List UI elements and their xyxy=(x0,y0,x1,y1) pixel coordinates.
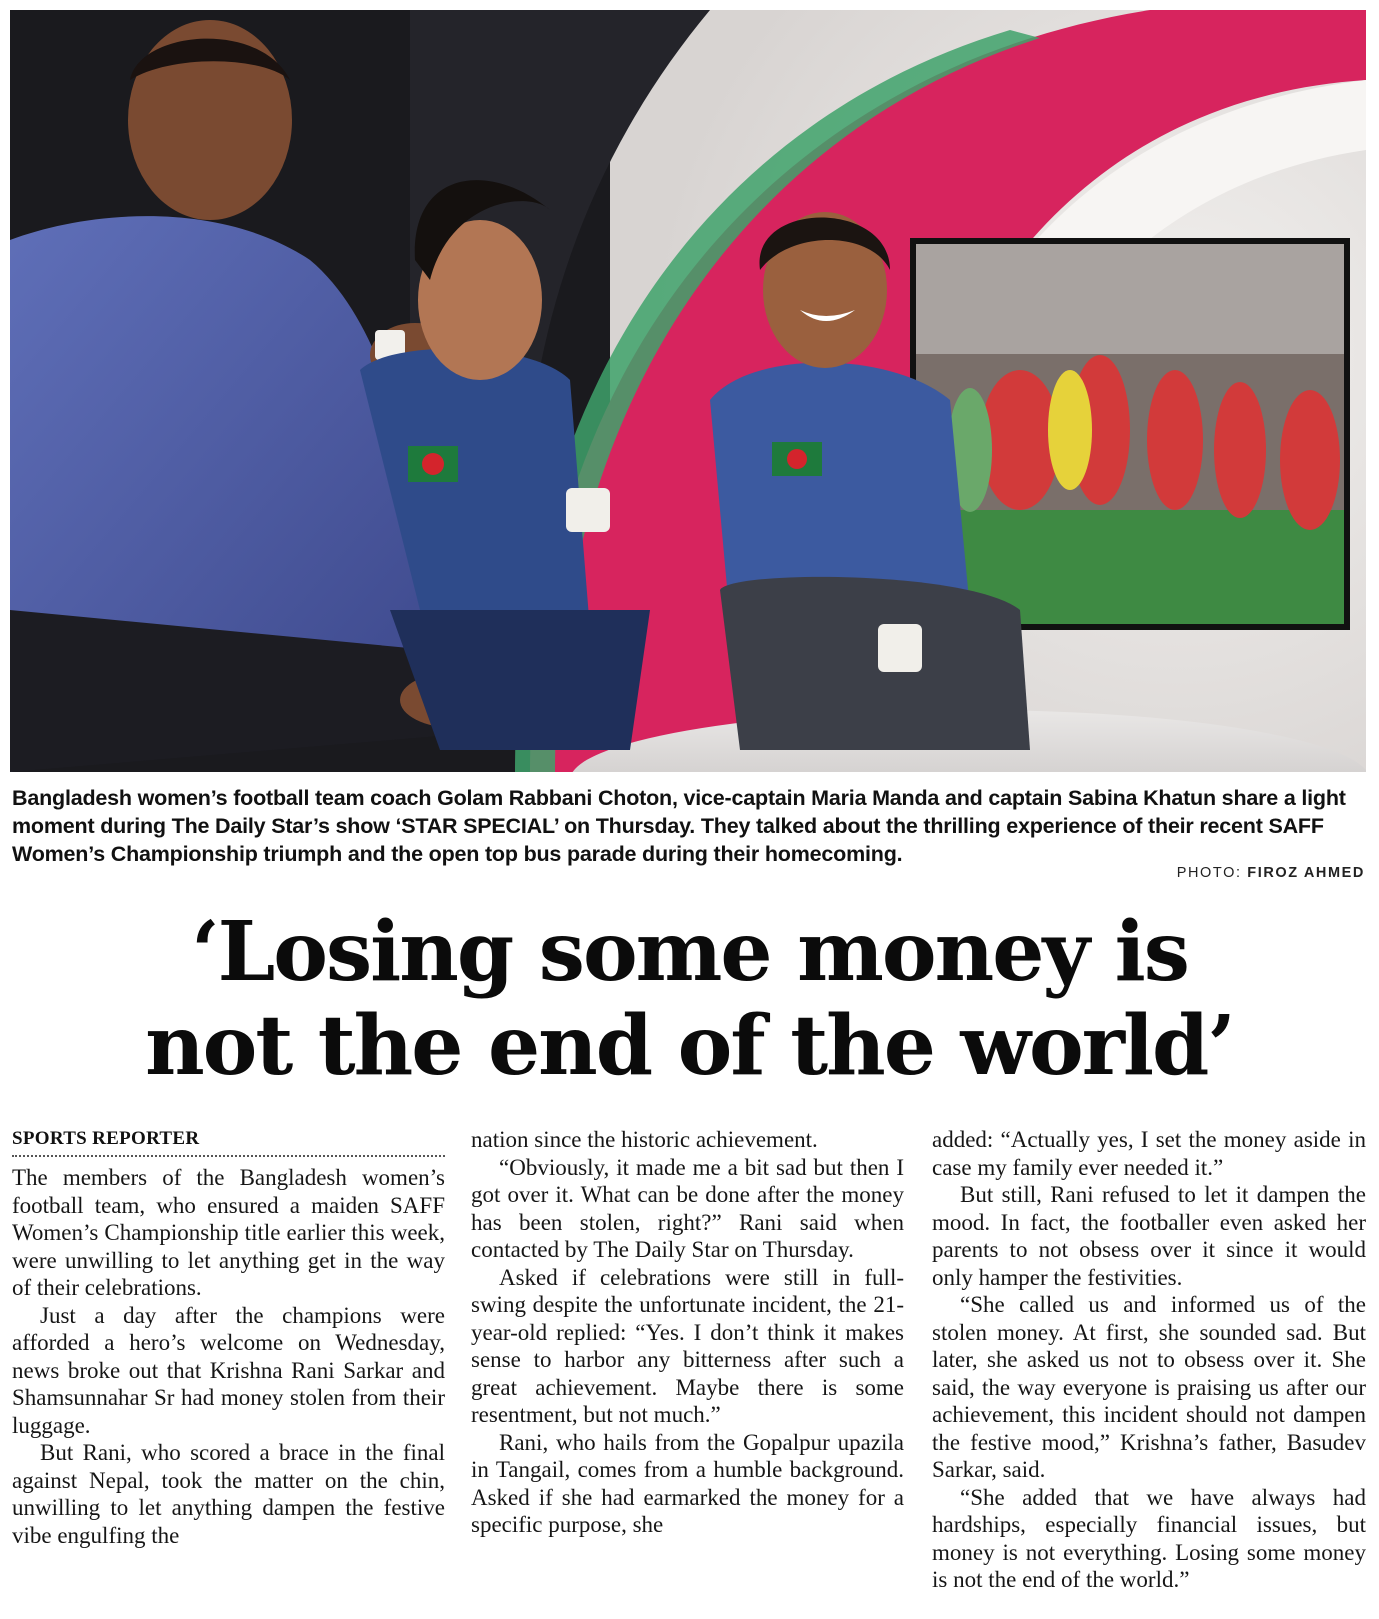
news-photo xyxy=(10,10,1366,772)
headline-line-1: ‘Losing some money is xyxy=(191,904,1188,1000)
photo-credit xyxy=(1177,865,1365,881)
headline-line-2: not the end of the world’ xyxy=(145,998,1234,1094)
article-column-1 xyxy=(12,1164,445,1549)
paragraph: Rani, who hails from the Gopalpur upazila in Tangail, comes from a humble background. Asked if she had earmarked the money for a specific purpose, she xyxy=(471,1429,904,1537)
paragraph: But Rani, who scored a brace in the final against Nepal, took the matter on the chin, unwilling to let anything dampen the festive vibe engulfing the xyxy=(12,1440,445,1548)
headline xyxy=(0,905,1379,1093)
paragraph: Asked if celebrations were still in full-swing despite the unfortunate incident, the 21-year-old replied: “Yes. I don’t think it makes sense to harbor any bitterness after such a great achievement. Maybe there is some resentment, but not much.” xyxy=(471,1264,904,1427)
paragraph: “Obviously, it made me a bit sad but then I got over it. What can be done after the money has been stolen, right?” Rani said when contacted by The Daily Star on Thursday. xyxy=(471,1154,904,1262)
paragraph: “She added that we have always had hardships, especially financial issues, but money is not everything. Losing some money is not the end of the world.” xyxy=(932,1484,1366,1592)
paragraph: But still, Rani refused to let it dampen the mood. In fact, the footballer even asked her parents to not obsess over it since it would only hamper the festivities. xyxy=(932,1182,1366,1290)
article-column-2 xyxy=(471,1126,904,1539)
byline-divider xyxy=(12,1155,445,1157)
paragraph: The members of the Bangladesh women’s football team, who ensured a maiden SAFF Women’s Championship title earlier this week, were unwilling to let anything get in the way of their celebrations. xyxy=(12,1165,445,1300)
photographer-name: FIROZ AHMED xyxy=(1247,865,1365,881)
photo-credit-label: PHOTO: xyxy=(1176,865,1248,881)
paragraph: nation since the historic achievement. xyxy=(471,1127,818,1152)
article-column-3 xyxy=(932,1126,1366,1594)
tv-screen xyxy=(910,238,1350,630)
paragraph: Just a day after the champions were afforded a hero’s welcome on Wednesday, news broke out that Krishna Rani Sarkar and Shamsunnahar Sr had money stolen from their luggage. xyxy=(12,1302,445,1438)
paragraph: “She called us and informed us of the stolen money. At first, she sounded sad. But later, she asked us not to obsess over it. She said, the way everyone is praising us after our achievement, this incident should not dampen the festive mood,” Krishna’s father, Basudev Sarkar, said. xyxy=(932,1292,1366,1482)
byline: SPORTS REPORTER xyxy=(12,1128,200,1149)
paragraph: added: “Actually yes, I set the money aside in case my family ever needed it.” xyxy=(932,1127,1366,1180)
photo-caption: Bangladesh women’s football team coach Golam Rabbani Choton, vice-captain Maria Manda and captain Sabina Khatun share a light moment during The Daily Star’s show ‘STAR SPECIAL’ on Thursday. They talked about the thrilling experience of their recent SAFF Women’s Championship triumph and the open top bus parade during their homecoming. xyxy=(12,786,1346,866)
studio-photo-illustration xyxy=(10,10,1366,772)
